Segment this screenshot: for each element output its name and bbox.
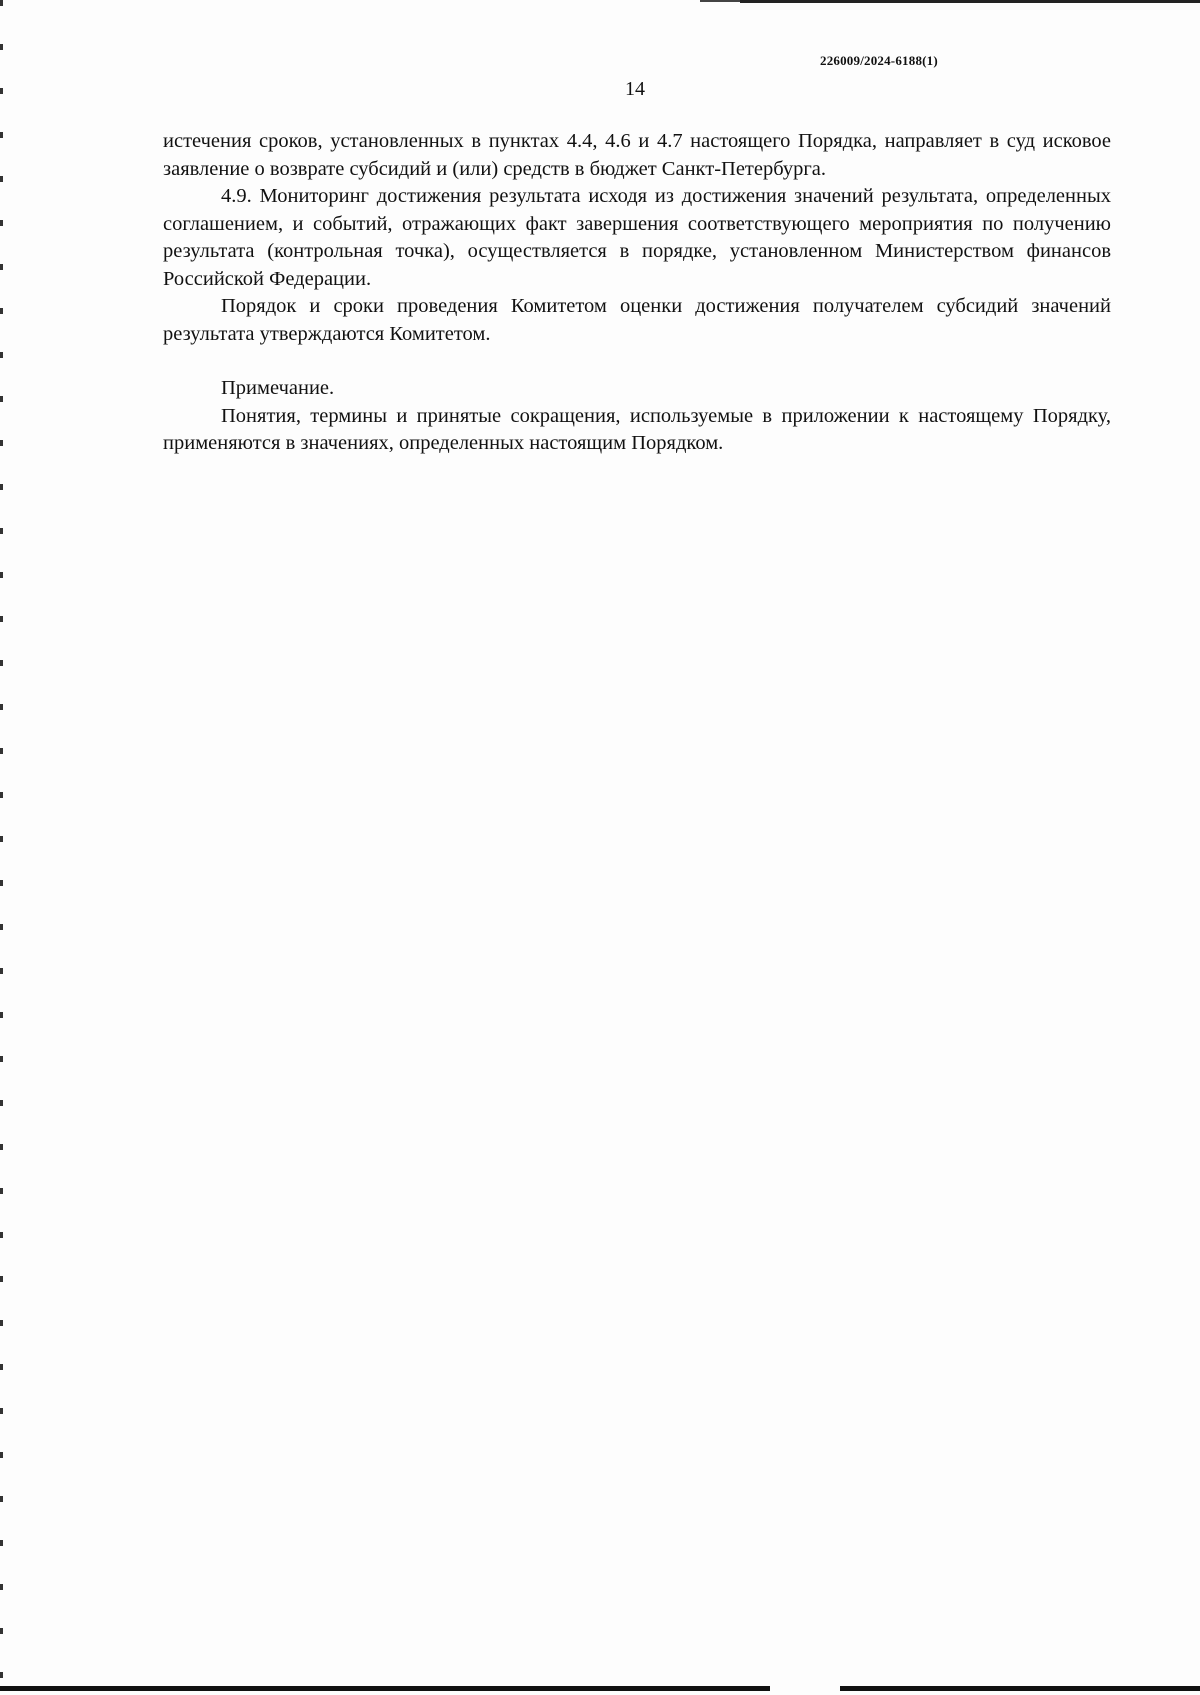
document-number: 226009/2024-6188(1): [820, 53, 938, 68]
paragraph-4-9: 4.9. Мониторинг достижения результата исходя из достижения значений результата, определенных соглашением, и событий, отражающих факт завершения соответствующего мероприятия по получению результата (контрольная точка), осуществляется в порядке, установленном Министерством финансов Российской Федерации.: [163, 185, 1111, 290]
page-number: 14: [625, 78, 645, 100]
paragraph-evaluation: Порядок и сроки проведения Комитетом оценки достижения получателем субсидий значений результата утверждаются Комитетом.: [163, 295, 1111, 345]
paragraph-continuation: истечения сроков, установленных в пунктах 4.4, 4.6 и 4.7 настоящего Порядка, направляет в суд исковое заявление о возврате субсидий и (или) средств в бюджет Санкт-Петербурга.: [163, 130, 1111, 180]
document-body: [163, 128, 1111, 458]
scan-artifact-bottom: [0, 1686, 1200, 1691]
scan-artifact-bottom-gap: [770, 1686, 840, 1691]
note-title: Примечание.: [221, 377, 335, 399]
scan-artifact-left-edge: [0, 0, 3, 1695]
scan-artifact-top-small: [700, 0, 740, 2]
note-text: Понятия, термины и принятые сокращения, используемые в приложении к настоящему Порядку, применяются в значениях, определенных настоящим Порядком.: [163, 404, 1111, 454]
scan-artifact-top: [740, 0, 1200, 3]
